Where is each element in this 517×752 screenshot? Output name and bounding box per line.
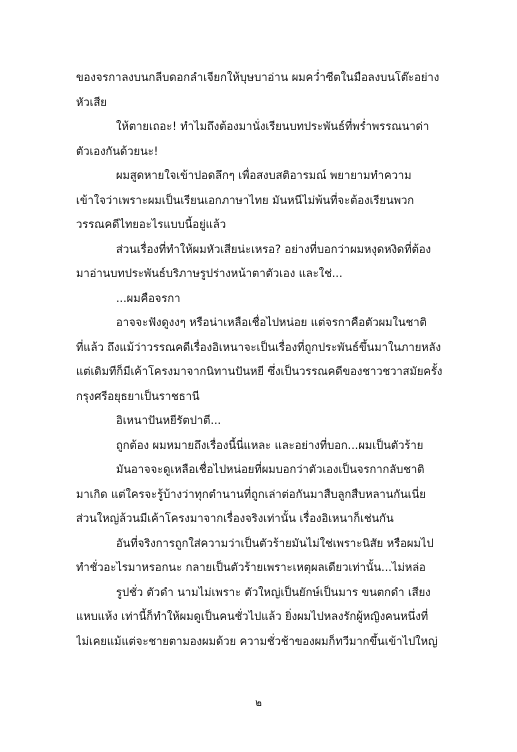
text-line: ส่วนใหญ่ล้วนมีเค้าโครงมาจากเรื่องจริงเท่านั้น เรื่องอิเหนาก็เช่นกัน <box>76 512 394 525</box>
paragraph <box>76 409 442 434</box>
paragraph <box>76 458 442 532</box>
text-line: อันที่จริงการถูกใส่ความว่าเป็นตัวร้ายมันไม่ใช่เพราะนิสัย หรือผมไป <box>116 536 434 550</box>
text-line: อาจจะฟังดูงงๆ หรือน่าเหลือเชื่อไปหน่อย แต่จรกาคือตัวผมในชาติ <box>116 316 427 329</box>
text-line: แหบแห้ง เท่านี้ก็ทำให้ผมดูเป็นคนชั่วไปแล้ว ยิ่งผมไปหลงรักผู้หญิงคนหนึ่งที่ <box>76 610 429 623</box>
text-line: มาอ่านบทประพันธ์บริภาษรูปร่างหน้าตาตัวเอง และใช่... <box>76 267 343 280</box>
text-line: มันอาจจะดูเหลือเชื่อไปหน่อยที่ผมบอกว่าตัวเองเป็นจรกากลับชาติ <box>116 463 425 476</box>
paragraph <box>76 164 442 238</box>
text-line: ตัวเองกันด้วยนะ! <box>76 144 159 158</box>
text-line: ของจรกาลงบนกลีบดอกลำเจียกให้บุษบาอ่าน ผมคว่ำซีตในมือลงบนโต๊ะอย่าง <box>76 71 440 84</box>
text-line: ถูกต้อง ผมหมายถึงเรื่องนี้นี่แหละ และอย่างที่บอก...ผมเป็นตัวร้าย <box>116 438 424 452</box>
text-line: รูปชั่ว ตัวดำ นามไม่เพราะ ตัวใหญ่เป็นยักษ์เป็นมาร ขนตกดำ เสียง <box>116 585 431 599</box>
text-line: ให้ตายเถอะ! ทำไมถึงต้องมานั่งเรียนบทประพันธ์ที่พร่ำพรรณนาด่า <box>116 120 430 133</box>
text-line: ทำชั่วอะไรมาหรอกนะ กลายเป็นตัวร้ายเพราะเหตุผลเดียวเท่านั้น...ไม่หล่อ <box>76 561 426 574</box>
text-line: หัวเสีย <box>76 95 107 109</box>
text-line: วรรณคดีไทยอะไรแบบนี้อยู่แล้ว <box>76 218 227 231</box>
paragraph <box>76 66 442 115</box>
text-line: อิเหนาปันหยีรัตปาตี... <box>116 414 222 427</box>
page-number: ๒ <box>255 698 262 709</box>
paragraph <box>76 581 442 655</box>
paragraph <box>76 311 442 409</box>
text-line: แต่เดิมทีก็มีเค้าโครงมาจากนิทานปันหยี ซึ่งเป็นวรรณคดีของชาวชวาสมัยครั้ง <box>76 365 442 378</box>
text-line: ไม่เคยแม้แต่จะชายตามองผมด้วย ความชั่วช้าของผมก็ทวีมากขึ้นเข้าไปใหญ่ <box>76 634 438 648</box>
paragraph <box>76 115 442 164</box>
paragraph <box>76 287 442 312</box>
paragraph <box>76 434 442 459</box>
text-line: กรุงศรีอยุธยาเป็นราชธานี <box>76 389 200 403</box>
text-line: ผมสูดหายใจเข้าปอดลึกๆ เพื่อสงบสติอารมณ์ พยายามทำความ <box>116 169 412 182</box>
text-line: ที่แล้ว ถึงแม้ว่าวรรณคดีเรื่องอิเหนาจะเป็นเรื่องที่ถูกประพันธ์ขึ้นมาในภายหลัง <box>76 340 441 354</box>
text-line: ...ผมคือจรกา <box>116 291 181 305</box>
text-body <box>76 66 442 654</box>
text-line: ส่วนเรื่องที่ทำให้ผมหัวเสียน่ะเหรอ? อย่างที่บอกว่าผมหงุดหงิดที่ต้อง <box>116 242 432 256</box>
text-line: มาเกิด แต่ใครจะรู้บ้างว่าทุกตำนานที่ถูกเล่าต่อกันมาสืบลูกสืบหลานกันเนี่ย <box>76 487 426 501</box>
paragraph <box>76 532 442 581</box>
text-line: เข้าใจว่าเพราะผมเป็นเรียนเอกภาษาไทย มันหนีไม่พ้นที่จะต้องเรียนพวก <box>76 193 415 207</box>
paragraph <box>76 238 442 287</box>
